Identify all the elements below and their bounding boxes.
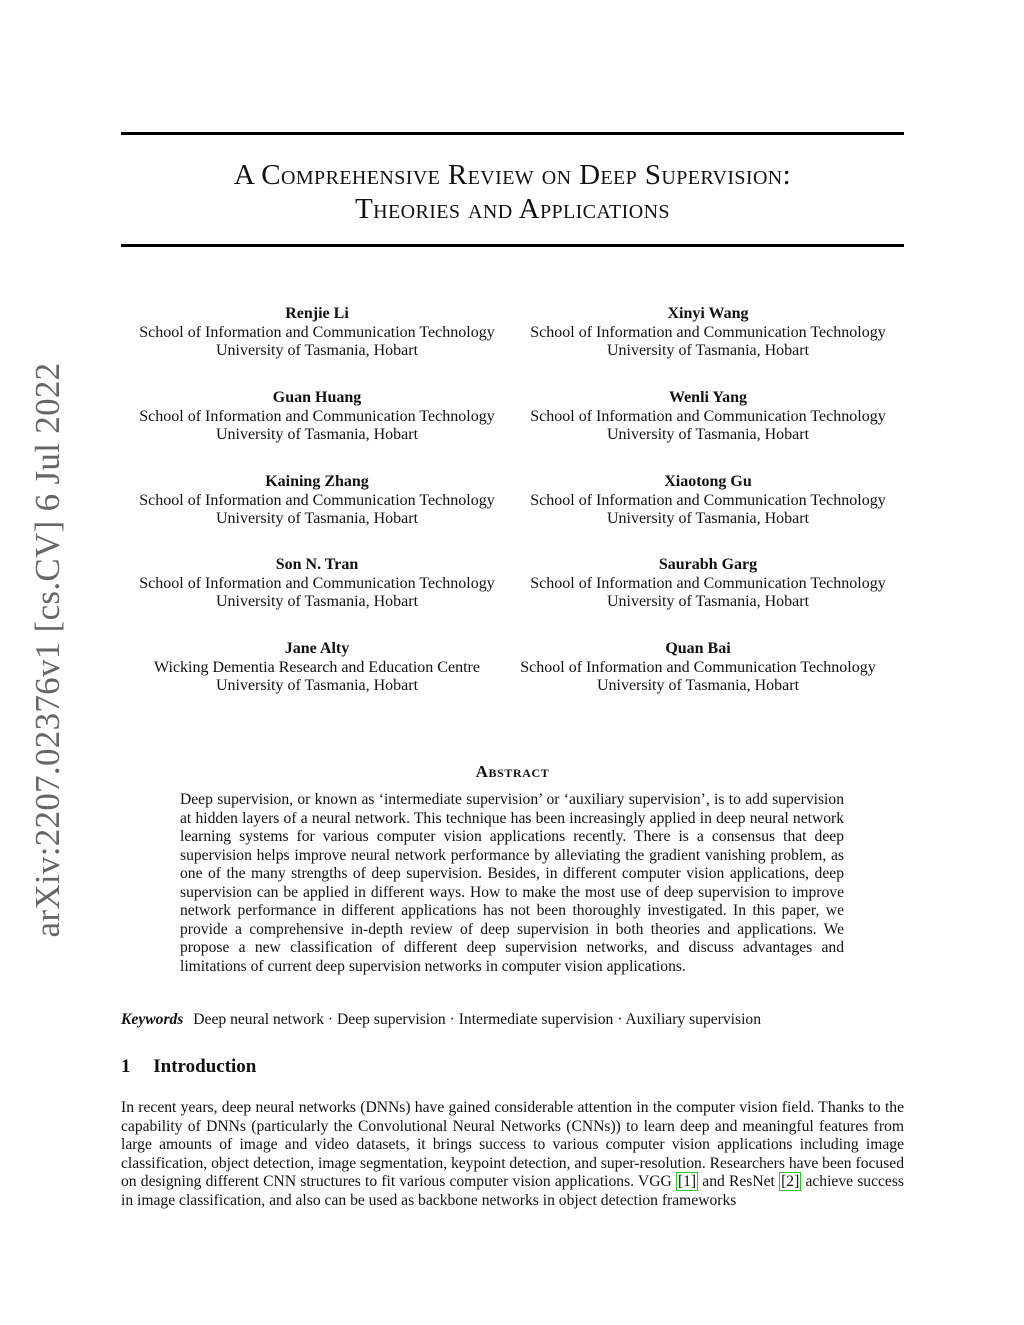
author-affiliation: School of Information and Communication Technology — [530, 323, 886, 341]
title-line-2: Theories and Applications — [355, 193, 670, 225]
author-name: Xiaotong Gu — [664, 473, 752, 490]
title-rule-bottom — [121, 244, 904, 247]
section-number: 1 — [121, 1056, 131, 1077]
author-name: Xinyi Wang — [667, 305, 749, 322]
author-university: University of Tasmania, Hobart — [215, 342, 419, 359]
paper-title — [121, 158, 904, 226]
author-name: Son N. Tran — [275, 556, 359, 573]
author-name: Saurabh Garg — [658, 556, 758, 573]
author-name: Kaining Zhang — [265, 473, 369, 490]
author-affiliation: School of Information and Communication Technology — [530, 407, 886, 425]
keywords-line — [121, 1011, 761, 1029]
author-name: Guan Huang — [272, 389, 362, 406]
intro-text: achieve success in image classification, and also can be used as backbone networks in object detection frameworks — [121, 1173, 904, 1209]
author-university: University of Tasmania, Hobart — [596, 677, 800, 694]
author-name: Jane Alty — [284, 640, 350, 657]
author-university: University of Tasmania, Hobart — [215, 677, 419, 694]
arxiv-identifier: arXiv:2207.02376v1 [cs.CV] 6 Jul 2022 — [28, 362, 67, 938]
author-university: University of Tasmania, Hobart — [215, 426, 419, 443]
intro-paragraph — [121, 1099, 904, 1210]
author-block — [512, 473, 904, 529]
author-block — [121, 389, 513, 445]
author-name: Wenli Yang — [668, 389, 748, 406]
author-block — [512, 389, 904, 445]
author-block — [502, 640, 894, 696]
citation-link[interactable]: [1] — [677, 1173, 697, 1190]
abstract-heading: Abstract — [475, 762, 550, 781]
author-block — [121, 473, 513, 529]
section-title: Introduction — [153, 1056, 257, 1077]
author-block — [121, 640, 513, 696]
title-rule-top — [121, 132, 904, 135]
section-heading — [121, 1056, 256, 1078]
author-affiliation: School of Information and Communication Technology — [139, 574, 495, 592]
author-university: University of Tasmania, Hobart — [606, 593, 810, 610]
author-university: University of Tasmania, Hobart — [606, 510, 810, 527]
author-affiliation: School of Information and Communication Technology — [520, 658, 876, 676]
author-affiliation: Wicking Dementia Research and Education Centre — [154, 658, 480, 676]
author-block — [512, 556, 904, 612]
intro-text: In recent years, deep neural networks (DNNs) have gained considerable attention in the computer vision field. Thanks to the capability of DNNs (particularly the Convolutional Neural Networks (CNNs)) to learn deep and meaningful features from large amounts of image and video datasets, it brings success to various computer vision applications including image classification, object detection, image segmentation, keypoint detection, and super-resolution. Researchers have been focused on designing different CNN structures to fit various computer vision applications. VGG — [121, 1099, 904, 1190]
author-affiliation: School of Information and Communication Technology — [530, 574, 886, 592]
author-university: University of Tasmania, Hobart — [215, 593, 419, 610]
intro-text: and ResNet — [698, 1173, 780, 1190]
author-block — [121, 305, 513, 361]
author-block — [121, 556, 513, 612]
author-block — [512, 305, 904, 361]
author-affiliation: School of Information and Communication Technology — [139, 407, 495, 425]
author-affiliation: School of Information and Communication Technology — [139, 323, 495, 341]
author-affiliation: School of Information and Communication Technology — [139, 491, 495, 509]
title-line-1: A Comprehensive Review on Deep Supervision: — [233, 159, 792, 191]
author-university: University of Tasmania, Hobart — [606, 342, 810, 359]
author-university: University of Tasmania, Hobart — [215, 510, 419, 527]
author-university: University of Tasmania, Hobart — [606, 426, 810, 443]
citation-link[interactable]: [2] — [781, 1173, 800, 1190]
author-name: Quan Bai — [665, 640, 731, 657]
author-affiliation: School of Information and Communication Technology — [530, 491, 886, 509]
keywords-label: Keywords — [121, 1011, 184, 1028]
abstract-text: Deep supervision, or known as ‘intermediate supervision’ or ‘auxiliary supervision’, is to add supervision at hidden layers of a neural network. This technique has been increasingly applied in deep neural network learning systems for various computer vision applications recently. There is a consensus that deep supervision helps improve neural network performance by alleviating the gradient vanishing problem, as one of the many strengths of deep supervision. Besides, in different computer vision applications, deep supervision can be applied in different ways. How to make the most use of deep supervision to improve network performance in different applications has not been thoroughly investigated. In this paper, we provide a comprehensive in-depth review of deep supervision in both theories and applications. We propose a new classification of different deep supervision networks, and discuss advantages and limitations of current deep supervision networks in computer vision applications. — [180, 791, 844, 975]
author-name: Renjie Li — [285, 305, 349, 322]
keywords-list: Deep neural network · Deep supervision · Intermediate supervision · Auxiliary supervision — [193, 1011, 761, 1028]
